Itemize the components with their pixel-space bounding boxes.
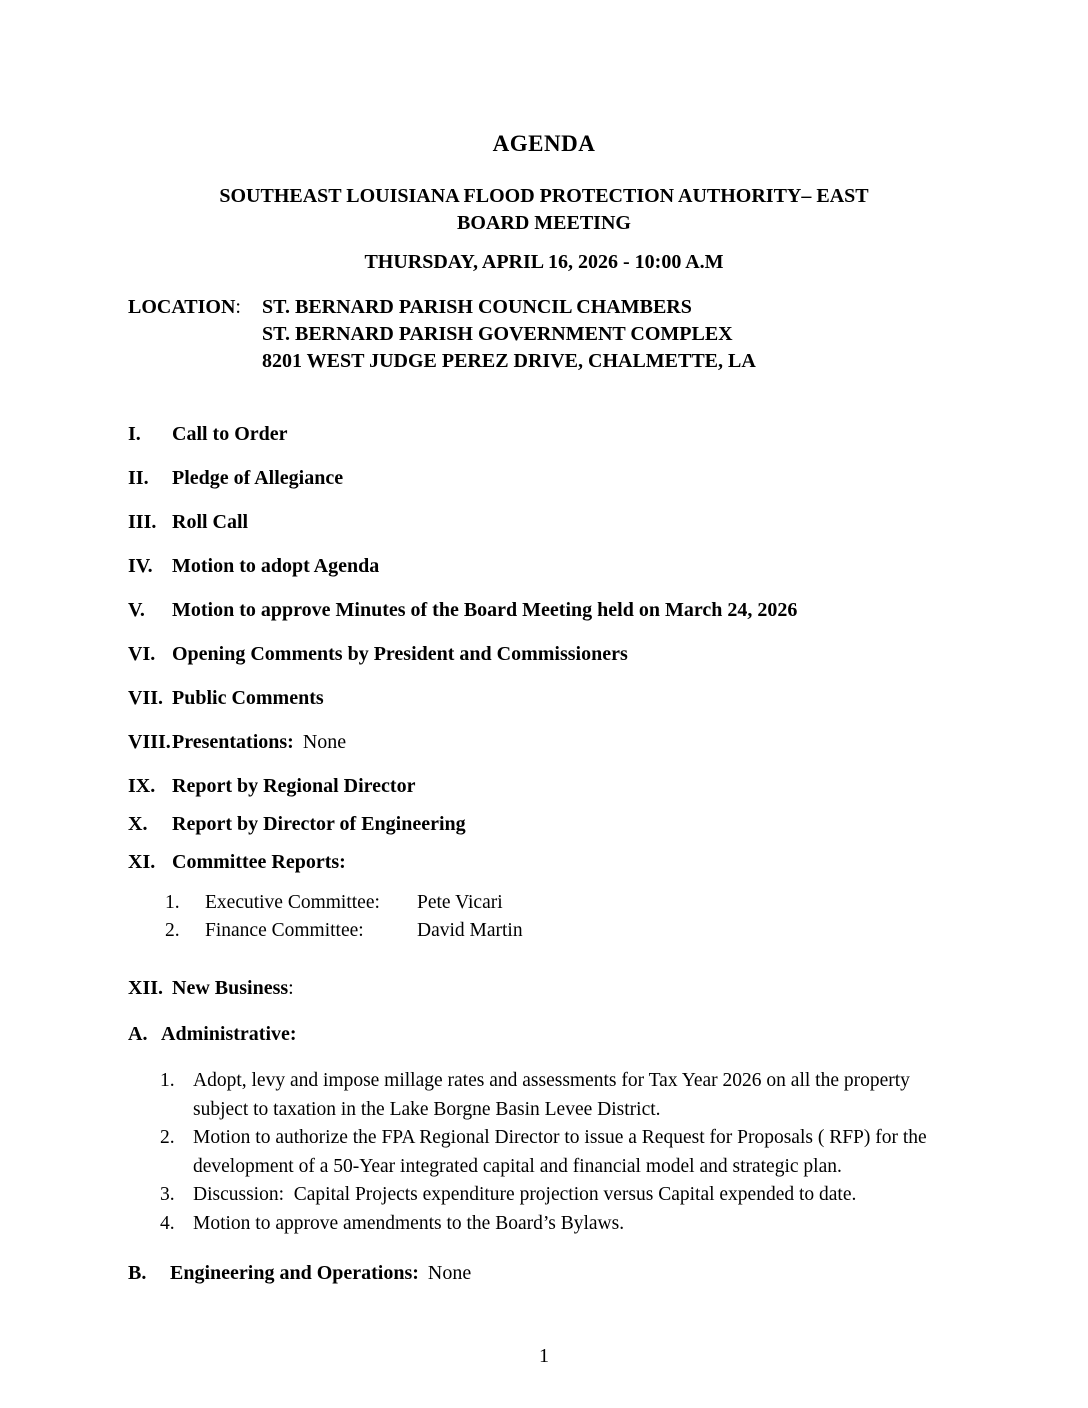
agenda-item-4 bbox=[128, 553, 970, 579]
item-numeral: 1. bbox=[160, 1070, 175, 1091]
item-numeral: I. bbox=[128, 423, 141, 445]
location-line: 8201 WEST JUDGE PEREZ DRIVE, CHALMETTE, LA bbox=[262, 350, 756, 372]
committee-label: Executive Committee: bbox=[205, 892, 380, 913]
committee-report-1 bbox=[165, 889, 970, 917]
item-text: Motion to authorize the FPA Regional Director to issue a Request for Proposals ( RFP) for the development of a 50-Year integrated capital and financial model and strategic plan. bbox=[193, 1127, 932, 1177]
committee-report-2 bbox=[165, 917, 970, 945]
committee-label: Finance Committee: bbox=[205, 920, 364, 941]
location-label-wrap bbox=[128, 294, 262, 375]
item-numeral: IV. bbox=[128, 555, 153, 577]
item-text: Motion to approve amendments to the Board’s Bylaws. bbox=[193, 1212, 625, 1234]
item-numeral: VIII. bbox=[128, 731, 171, 753]
item-label: Pledge of Allegiance bbox=[172, 467, 344, 489]
item-label: Report by Regional Director bbox=[172, 775, 416, 797]
item-label: Roll Call bbox=[172, 511, 249, 533]
item-numeral: 2. bbox=[165, 920, 180, 941]
section-letter: A. bbox=[128, 1023, 148, 1045]
item-numeral: VI. bbox=[128, 643, 156, 665]
item-label: Call to Order bbox=[172, 423, 288, 445]
agenda-item-5 bbox=[128, 597, 970, 623]
committee-report-list bbox=[165, 889, 970, 945]
committee-person: Pete Vicari bbox=[417, 892, 503, 913]
agenda-item-1 bbox=[128, 421, 970, 447]
item-numeral: VII. bbox=[128, 687, 164, 709]
item-numeral: II. bbox=[128, 467, 149, 489]
admin-item-3 bbox=[160, 1181, 970, 1210]
agenda-item-11 bbox=[128, 849, 970, 875]
agenda-item-10 bbox=[128, 811, 970, 837]
section-label: Engineering and Operations: bbox=[170, 1262, 419, 1284]
agenda-item-9 bbox=[128, 773, 970, 799]
new-business-heading bbox=[128, 975, 970, 1001]
item-numeral: XI. bbox=[128, 851, 156, 873]
item-numeral: 1. bbox=[165, 892, 180, 913]
item-numeral: V. bbox=[128, 599, 145, 621]
agenda-item-list bbox=[128, 421, 970, 875]
section-a-heading bbox=[128, 1021, 970, 1047]
organization-heading bbox=[0, 183, 1088, 237]
item-text: Adopt, levy and impose millage rates and assessments for Tax Year 2026 on all the property subject to taxation in the Lake Borgne Basin Levee District. bbox=[193, 1070, 915, 1120]
item-numeral: X. bbox=[128, 813, 148, 835]
agenda-item-8 bbox=[128, 729, 970, 755]
agenda-item-3 bbox=[128, 509, 970, 535]
admin-item-1 bbox=[160, 1067, 970, 1124]
administrative-item-list bbox=[160, 1067, 970, 1238]
organization-line1: SOUTHEAST LOUISIANA FLOOD PROTECTION AUTHORITY– EAST bbox=[219, 185, 869, 207]
item-numeral: 4. bbox=[160, 1212, 175, 1234]
item-text: Discussion: Capital Projects expenditure projection versus Capital expended to date. bbox=[193, 1184, 857, 1205]
item-value: None bbox=[302, 731, 347, 753]
item-numeral: XII. bbox=[128, 977, 164, 999]
item-numeral: 2. bbox=[160, 1127, 175, 1148]
item-label: New Business bbox=[172, 977, 289, 999]
item-label: Opening Comments by President and Commissioners bbox=[172, 643, 628, 665]
item-label: Motion to approve Minutes of the Board Meeting held on March 24, 2026 bbox=[172, 599, 798, 621]
section-label: Administrative: bbox=[161, 1023, 297, 1045]
location-lines bbox=[262, 294, 756, 375]
location-label: LOCATION bbox=[128, 296, 236, 318]
location-colon: : bbox=[235, 296, 241, 318]
document-header bbox=[0, 0, 1088, 276]
item-numeral: III. bbox=[128, 511, 157, 533]
item-label: Presentations: bbox=[172, 731, 294, 753]
organization-line2: BOARD MEETING bbox=[457, 212, 631, 234]
section-b-heading bbox=[128, 1260, 970, 1286]
location-block bbox=[128, 294, 970, 375]
item-label: Report by Director of Engineering bbox=[172, 813, 466, 835]
location-line: ST. BERNARD PARISH COUNCIL CHAMBERS bbox=[262, 296, 692, 318]
item-label: Committee Reports: bbox=[172, 851, 346, 873]
item-label: Public Comments bbox=[172, 687, 324, 709]
agenda-item-6 bbox=[128, 641, 970, 667]
committee-person: David Martin bbox=[417, 920, 523, 941]
agenda-item-7 bbox=[128, 685, 970, 711]
meeting-datetime: THURSDAY, APRIL 16, 2026 - 10:00 A.M bbox=[364, 251, 724, 273]
new-business-heading-wrap bbox=[128, 975, 970, 1001]
admin-item-2 bbox=[160, 1124, 970, 1181]
admin-item-4 bbox=[160, 1210, 970, 1239]
item-numeral: IX. bbox=[128, 775, 156, 797]
section-value: None bbox=[427, 1262, 472, 1284]
page-number: 1 bbox=[539, 1345, 549, 1367]
new-business-colon: : bbox=[288, 977, 294, 999]
location-line: ST. BERNARD PARISH GOVERNMENT COMPLEX bbox=[262, 323, 733, 345]
section-letter: B. bbox=[128, 1262, 147, 1284]
item-numeral: 3. bbox=[160, 1184, 175, 1205]
doc-title: AGENDA bbox=[492, 131, 596, 156]
agenda-item-2 bbox=[128, 465, 970, 491]
item-label: Motion to adopt Agenda bbox=[172, 555, 380, 577]
